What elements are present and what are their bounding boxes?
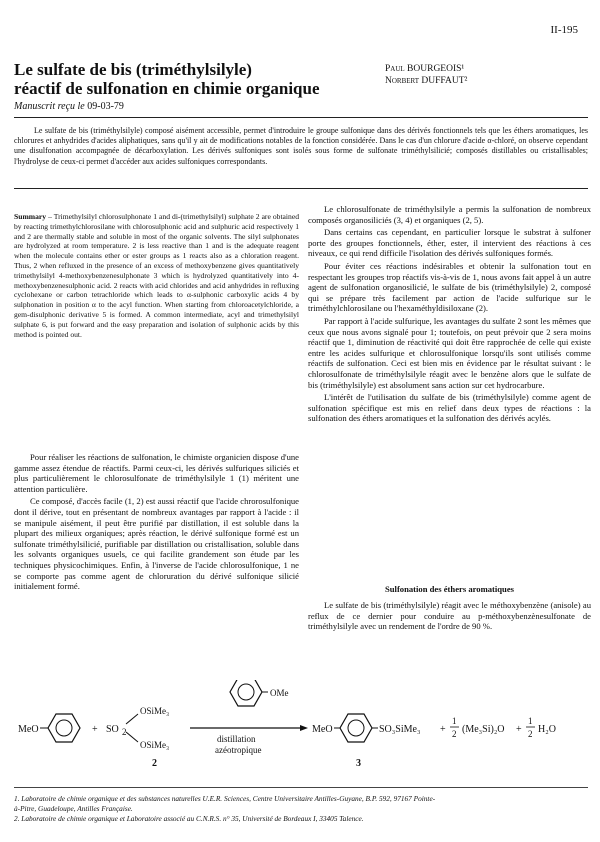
- received-label: Manuscrit reçu le: [14, 101, 85, 112]
- disiloxane-label: (Me₃Si)₂O: [462, 724, 505, 735]
- left-paragraph-1: Pour réaliser les réactions de sulfonation, le chimiste organicien dispose d'une gamme assez étendue de réactifs. Parmi ceux-ci, les dérivés sulfuriques siliciés et plus particulièrement le chlorosulfonate de triméthylsilyle 1 (1) méritent une attention particulière.: [14, 452, 299, 494]
- benzene-ring-product: [340, 714, 372, 742]
- fraction-num-2: 1: [528, 716, 533, 726]
- product-meo-label: MeO: [312, 724, 333, 735]
- footnote-2: 2. Laboratoire de chimie organique et Laboratoire associé au C.N.R.S. n° 35, Université de Bordeaux I, 33405 Talence.: [14, 814, 364, 823]
- right-paragraph-5: L'intérêt de l'utilisation du sulfate de bis (triméthylsilyle) comme agent de sulfonation spécifique est mis en relief dans deux types de réactions : la sulfonation des éthers aromatiques et la sulfonation des dérivés acylés.: [308, 392, 591, 424]
- section-paragraph: Le sulfate de bis (triméthylsilyle) réagit avec le méthoxybenzène (anisole) au reflux de ce dernier pour conduire au p-méthoxybenzènesulfonate de triméthylsilyle avec un rendement de l'ordre de 90 %.: [308, 600, 591, 632]
- so2-label: SO: [106, 724, 119, 735]
- summary-english: [14, 212, 299, 434]
- compound-3-label: 3: [356, 758, 361, 769]
- abstract-french: Le sulfate de bis (triméthylsilyle) composé aisément accessible, permet d'introduire le groupe sulfonique dans des dérivés fonctionnels tels que les éthers aromatiques, les chlorures et anhydrides d'acides aliphatiques, sans qu'il y ait de modifications notables de la fonction considérée. Dans le cas d'un chlorure d'acide α-chloré, on observe cependant une disulfonation accompagnée de décarboxylation. Les dérivés sulfoniques sont isolés sous forme de sulfonate triméthylsilicié; composés distillables ou cristallisables; l'hydrolyse de ceux-ci permet d'accéder aux acides sulfoniques correspondants.: [14, 117, 588, 189]
- arrow-reagent-ring: [230, 680, 262, 706]
- compound-2-label: 2: [152, 758, 157, 769]
- water-label: H₂O: [538, 724, 556, 735]
- footnote-1: 1. Laboratoire de chimie organique et des substances naturelles U.E.R. Sciences, Centre Universitaire Antilles-Guyane, B.P. 592, 97167 Pointe-: [14, 794, 436, 803]
- so2-subscript: 2: [122, 727, 127, 737]
- left-column-body: [14, 452, 299, 687]
- received-date: [14, 101, 124, 112]
- title-line-1: Le sulfate de bis (triméthylsilyle): [14, 60, 252, 79]
- right-column-section-body: [308, 600, 591, 656]
- section-heading: Sulfonation des éthers aromatiques: [385, 584, 514, 594]
- plus-sign-3: +: [516, 724, 522, 735]
- product-so3sime3: SO₃SiMe₃: [379, 724, 421, 735]
- arrow-label-distillation: distillation: [217, 734, 256, 744]
- summary-text: – Trimethylsilyl chlorosulphonate 1 and di-(trimethylsilyl) sulphate 2 are obtained by reacting trimethylchlorosilane with chlorosulphonic acid and sulphuric acid respectively 1 and 2 are thermally stable and soluble in most of the organic solvents. The silyl sulphonates are hydrolyzed at room temperature. 2 is less reactive than 1 and is the adequate reagent when the molecule contains ether or ester groups as 1 reacts also as a chloration reagent. Thus, 2 when refluxed in the presence of an excess of methoxybenzene gives quantitatively trimethylsilyl 4-methoxybenzenesulphonate 3 which is hydrolyzed quantitatively into 4-methoxybenzenesulphonic acid. 2 reacts with acid chlorides and acid anhydrides in refluxing cyclohexane or carbon tetrachloride which leads to α-sulphonic carboxylic acids 4 by sulphonation in position α to the acyl function. When starting from chloroacetylchloride, a gem-disulphonic derivative 5 is formed. A common intermediate, acyl and trimethylsilyl sulphate 6, is put forward and the easy preparation and isolation of sulphonic acids by this method is pointed out.: [14, 212, 299, 339]
- osime3-top: OSiMe₃: [140, 706, 170, 716]
- summary-lead: Summary: [14, 212, 47, 221]
- author-list: [385, 63, 585, 87]
- right-paragraph-2: Dans certains cas cependant, en particulier lorsque le substrat à sulfoner porte des groupes fonctionnels, éther, ester, il intervient des réactions à ces niveaux, ce qui rend difficile l'isolation des dérivés sulfoniques formés.: [308, 227, 591, 259]
- fraction-den-1: 2: [452, 729, 457, 739]
- title-line-2: réactif de sulfonation en chimie organique: [14, 79, 320, 98]
- fraction-den-2: 2: [528, 729, 533, 739]
- right-paragraph-3: Pour éviter ces réactions indésirables et obtenir la sulfonation tout en respectant les groupes trop réactifs vis-à-vis de 1, nous avons fait appel à un autre agent de sulfonation organosilicié, le sulfate de bis (triméthylsilyle) 2, composé qui se prépare très facilement par action de l'acide sulfurique sur le triméthylchlorosilane ou l'hexaméthyldisiloxane (2).: [308, 260, 591, 314]
- benzene-ring-reactant: [48, 714, 80, 742]
- plus-sign-1: +: [92, 724, 98, 735]
- received-date-value: 09-03-79: [87, 101, 124, 112]
- author-2: Norbert DUFFAUT²: [385, 76, 468, 86]
- fraction-num-1: 1: [452, 716, 457, 726]
- arrow-label-azeotropique: azéotropique: [215, 745, 262, 755]
- arrow-reagent-ome: OMe: [270, 688, 289, 698]
- reaction-svg: [0, 680, 600, 770]
- footnotes: [14, 787, 588, 824]
- plus-sign-2: +: [440, 724, 446, 735]
- reaction-scheme: [0, 680, 600, 770]
- page-number: II-195: [550, 24, 578, 36]
- right-column-body: [308, 204, 591, 582]
- right-paragraph-4: Par rapport à l'acide sulfurique, les avantages du sulfate 2 sont les mêmes que ceux que nous avons signalé pour 1; toutefois, on peut prévoir que 2 sera moins réactif que 1, diminution de réactivité qui doit être rapprochée de celle qui existe entre les acides sulfurique et chlorosulfonique lorsqu'ils sont utilisés comme réactifs de sulfonation. Ceci est bien mis en évidence par le résultat suivant : le chlorosulfonate de triméthylsilyle réagit avec le benzène alors que le sulfate de bis (triméthylsilyle) est absolument sans action sur cet hydrocarbure.: [308, 315, 591, 390]
- right-paragraph-1: Le chlorosulfonate de triméthylsilyle a permis la sulfonation de nombreux composés organosiliciés (3, 4) et organiques (2, 5).: [308, 204, 591, 225]
- article-title: [14, 60, 354, 98]
- author-1: Paul BOURGEOIS¹: [385, 64, 465, 74]
- osime3-bottom: OSiMe₃: [140, 740, 170, 750]
- footnote-1-cont: à-Pitre, Guadeloupe, Antilles Française.: [14, 804, 133, 813]
- left-paragraph-2: Ce composé, d'accès facile (1, 2) est aussi réactif que l'acide chrorosulfonique dont il dérive, tout en présentant de nombreux avantages par rapport à l'acide : il se manipule aisément, il peut être purifié par distillation, il est soluble dans la plupart des milieux organiques; après réaction, le dérivé sulfonique formé est un sulfonate triméthylsilicié, purifiable par distillation ou cristallisation, soluble dans les solvants organiques usuels, ce qui facilite grandement son étude par les techniques physicochimiques. Enfin, à l'inverse de l'acide chlorosulfonique, 1 ne se comporte pas comme agent de chloruration du dérivé sulfonique silicié initialement formé.: [14, 496, 299, 592]
- reactant-meo-label: MeO: [18, 724, 39, 735]
